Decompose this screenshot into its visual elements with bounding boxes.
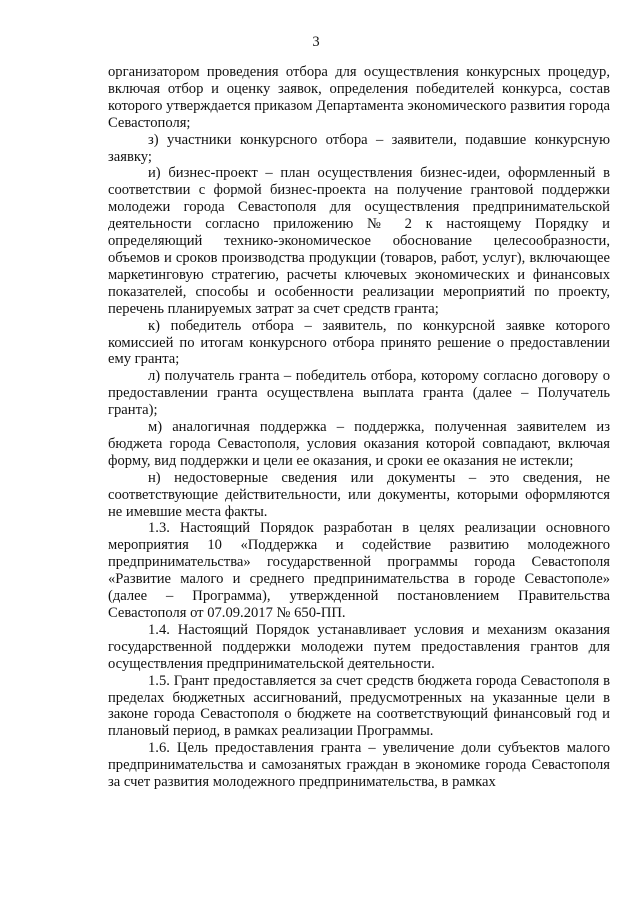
document-body bbox=[108, 64, 610, 791]
paragraph-1-3: 1.3. Настоящий Порядок разработан в целях реализации основного мероприятия 10 «Поддержка и содействие развитию молодежного предпринимательства» государственной программы города Севастополя «Развитие малого и среднего предпринимательства в городе Севастополе» (далее – Программа), утвержденной постановлением Правительства Севастополя от 07.09.2017 № 650-ПП. bbox=[108, 520, 610, 621]
paragraph-continuation: организатором проведения отбора для осуществления конкурсных процедур, включая отбор и оценку заявок, определения победителей конкурса, состав которого утверждается приказом Департамента экономического развития города Севастополя; bbox=[108, 64, 610, 131]
paragraph-item-i: и) бизнес-проект – план осуществления бизнес-идеи, оформленный в соответствии с формой бизнес-проекта на получение грантовой поддержки молодежи города Севастополя для осуществления предпринимательской деятельности согласно приложению № 2 к настоящему Порядку и определяющий технико-экономическое обоснование целесообразности, объемов и сроков производства продукции (товаров, работ, услуг), включающее маркетинговую стратегию, расчеты ключевых экономических и финансовых показателей, способы и особенности реализации мероприятий по проекту, перечень планируемых затрат за счет средств гранта; bbox=[108, 165, 610, 317]
paragraph-1-6: 1.6. Цель предоставления гранта – увеличение доли субъектов малого предпринимательства и самозанятых граждан в экономике города Севастополя за счет развития молодежного предпринимательства, в рамках bbox=[108, 740, 610, 791]
paragraph-item-m: м) аналогичная поддержка – поддержка, полученная заявителем из бюджета города Севастополя, условия оказания которой совпадают, включая форму, вид поддержки и цели ее оказания, и сроки ее оказания не истекли; bbox=[108, 419, 610, 469]
paragraph-item-l: л) получатель гранта – победитель отбора, которому согласно договору о предоставлении гранта осуществлена выплата гранта (далее – Получатель гранта); bbox=[108, 368, 610, 419]
paragraph-item-n: н) недостоверные сведения или документы – это сведения, не соответствующие действительности, или документы, которыми оформляются не имевшие места факты. bbox=[108, 469, 610, 520]
paragraph-item-k: к) победитель отбора – заявитель, по конкурсной заявке которого комиссией по итогам конкурсного отбора принято решение о предоставлении ему гранта; bbox=[108, 317, 610, 368]
paragraph-item-z: з) участники конкурсного отбора – заявители, подавшие конкурсную заявку; bbox=[108, 131, 610, 165]
paragraph-1-4: 1.4. Настоящий Порядок устанавливает условия и механизм оказания государственной поддержки молодежи путем предоставления грантов для осуществления предпринимательской деятельности. bbox=[108, 621, 610, 672]
page-number: 3 bbox=[312, 34, 320, 50]
paragraph-1-5: 1.5. Грант предоставляется за счет средств бюджета города Севастополя в пределах бюджетных ассигнований, предусмотренных на указанные цели в законе города Севастополя о бюджете на соответствующий финансовый год и плановый период, в рамках реализации Программы. bbox=[108, 672, 610, 740]
